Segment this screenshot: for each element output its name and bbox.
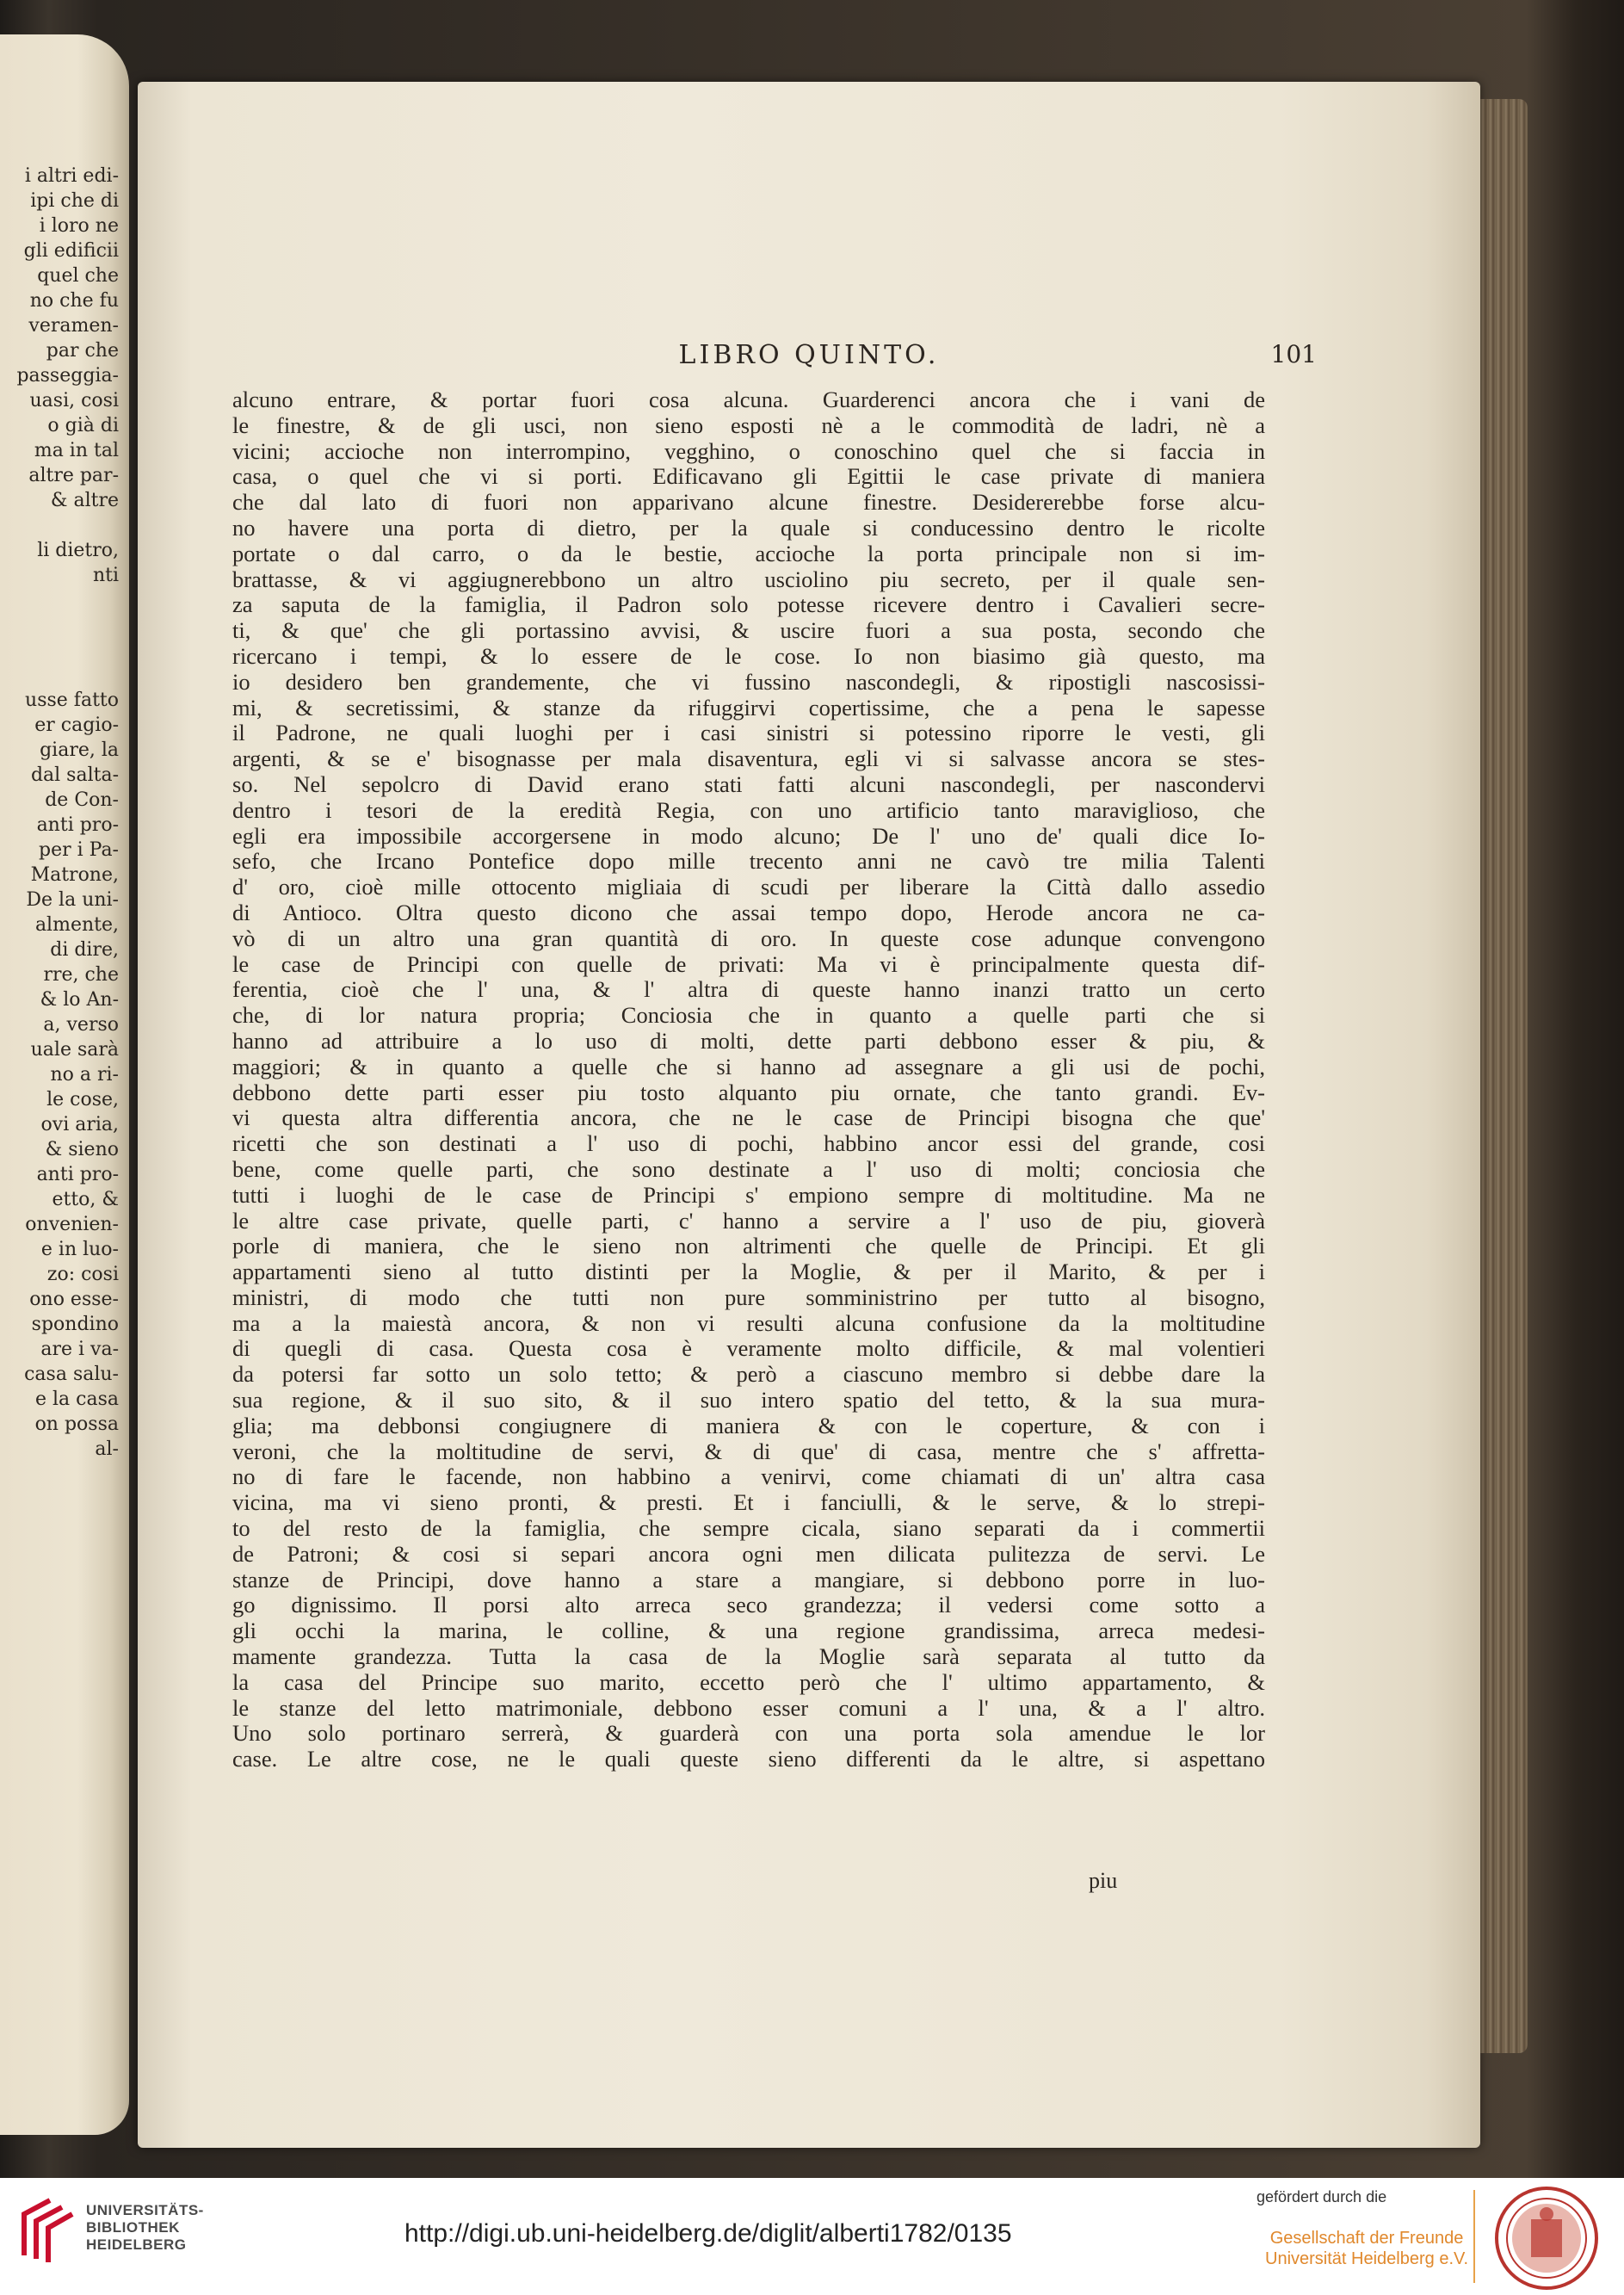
left-page-fragment: & lo An- xyxy=(40,989,119,1011)
text-line: Uno solo portinaro serrerà, & guarderà con una porta sola amendue le lor xyxy=(232,1720,1265,1747)
text-line: so. Nel sepolcro di David erano stati fatti alcuni nascondegli, per nascondervi xyxy=(232,770,1265,797)
left-page-fragment: giare, la xyxy=(40,739,119,761)
left-page-fragment: uasi, cosi xyxy=(29,390,119,411)
left-page-fragment: zo: cosi xyxy=(46,1264,119,1285)
book-edge xyxy=(1480,99,1528,2053)
left-page-fragment: no che fu xyxy=(29,290,119,312)
left-page-fragment: gli edificii xyxy=(23,240,119,262)
left-page-fragment: ono esse- xyxy=(29,1289,119,1310)
text-line: maggiori; & in quanto a quelle che si hanno ad assegnare a gli usi de pochi, xyxy=(232,1053,1265,1079)
page-number: 101 xyxy=(1270,340,1317,368)
left-page-fragment: De la uni- xyxy=(26,889,119,911)
left-page-fragment: onvenien- xyxy=(25,1214,119,1235)
left-page-fragment: altre par- xyxy=(28,465,119,486)
footer-bar xyxy=(0,2178,1624,2295)
left-page-fragment: per i Pa- xyxy=(38,839,119,861)
left-page-fragment: i altri edi- xyxy=(24,165,119,187)
left-page-fragment: al- xyxy=(95,1438,119,1460)
left-page-fragment: le cose, xyxy=(46,1089,119,1110)
left-page-fragment: uale sarà xyxy=(30,1039,119,1061)
left-page-fragment: spondino xyxy=(31,1314,119,1335)
left-page-fragment: are i va- xyxy=(40,1339,119,1360)
left-page-fragment: quel che xyxy=(37,265,119,287)
left-page-fragment: anti pro- xyxy=(36,1164,119,1185)
text-line: di quegli di casa. Questa cosa è veramente molto difficile, & mal volentieri xyxy=(232,1335,1265,1362)
library-name xyxy=(86,2202,204,2254)
society-name-line: Universität Heidelberg e.V. xyxy=(1265,2249,1469,2268)
left-page-edge xyxy=(0,34,129,2135)
left-page-fragment: casa salu- xyxy=(24,1364,119,1385)
text-line: vicini; accioche non interrompino, vegghino, o conoschino quel che si faccia in xyxy=(232,437,1265,464)
text-line: veroni, che la moltitudine de servi, & di que' di casa, mentre che s' affretta- xyxy=(232,1438,1265,1464)
left-page-fragment: passeggia- xyxy=(16,365,119,387)
text-line: egli era impossibile accorgersene in modo alcuno; De l' uno de' quali dice Io- xyxy=(232,822,1265,849)
text-line: ma a la maiestà ancora, & non vi resulti alcuna confusione da la moltitudine xyxy=(232,1309,1265,1336)
text-line: ricercano i tempi, & lo essere de le cose. Io non biasimo già questo, ma xyxy=(232,642,1265,669)
left-page-fragment: & altre xyxy=(50,490,119,511)
left-page-fragment: o già di xyxy=(47,415,119,436)
text-line: brattasse, & vi aggiugnerebbono un altro usciolino piu secreto, per il quale sen- xyxy=(232,566,1265,592)
text-line: argenti, & se e' bisognasse per mala disaventura, egli vi si salvasse ancora se stes- xyxy=(232,745,1265,772)
text-line: dentro i tesori de la eredità Regia, con uno artificio tanto maraviglioso, che xyxy=(232,796,1265,823)
left-page-fragment: di dire, xyxy=(50,939,119,961)
text-line: porle di maniera, che le sieno non altrimenti che quelle de Principi. Et gli xyxy=(232,1233,1265,1259)
text-line: vicina, ma vi sieno pronti, & presti. Et i fanciulli, & le serve, & lo strepi- xyxy=(232,1489,1265,1516)
university-seal-icon xyxy=(1493,2185,1600,2292)
left-page-fragment: de Con- xyxy=(45,789,119,811)
text-line: portate o dal carro, o da le bestie, accioche la porta principale non si im- xyxy=(232,540,1265,566)
text-line: za saputa de la famiglia, il Padron solo potesse ricevere dentro i Cavalieri secre- xyxy=(232,591,1265,618)
text-line: ferentia, cioè che l' una, & l' altra di queste hanno inanzi tratto un certo xyxy=(232,976,1265,1003)
left-page-fragment: a, verso xyxy=(43,1014,119,1036)
text-line: alcuno entrare, & portar fuori cosa alcuna. Guarderenci ancora che i vani de xyxy=(232,387,1265,412)
text-line: appartamenti sieno al tutto distinti per la Moglie, & per il Marito, & per i xyxy=(232,1259,1265,1285)
left-page-fragment: ma in tal xyxy=(34,440,119,461)
text-line: casa, o quel che vi si porti. Edificavano gli Egittii le case private di maniera xyxy=(232,463,1265,490)
left-page-fragment: etto, & xyxy=(52,1189,119,1210)
text-line: tutti i luoghi de le case de Principi s' empiono sempre di moltitudine. Ma ne xyxy=(232,1181,1265,1208)
text-line: mamente grandezza. Tutta la casa de la Moglie sarà separata al tutto da xyxy=(232,1643,1265,1670)
text-line: ti, & que' che gli portassino avvisi, & uscire fuori a sua posta, secondo che xyxy=(232,617,1265,644)
left-page-fragment: Matrone, xyxy=(30,864,119,886)
left-page-fragment: er cagio- xyxy=(34,714,119,736)
society-name xyxy=(1265,2228,1468,2269)
text-line: sua regione, & il suo sito, & il suo intero spatio del tetto, & la sua mura- xyxy=(232,1387,1265,1413)
text-line: io desidero ben grandemente, che vi fussino nascondegli, & ripostigli nascosissi- xyxy=(232,668,1265,695)
text-line: no di fare le facende, non habbino a venirvi, come chiamati di un' altra casa xyxy=(232,1463,1265,1490)
text-line: to del resto de la famiglia, che sempre cicala, siano separati da i commertii xyxy=(232,1515,1265,1542)
text-line: hanno ad attribuire a lo uso di molti, dette parti debbono esser & piu, & xyxy=(232,1027,1265,1054)
funded-by-label: gefördert durch die xyxy=(1257,2188,1387,2205)
library-name-line: UNIVERSITÄTS- xyxy=(86,2202,204,2218)
left-page-fragment: usse fatto xyxy=(25,690,119,711)
left-page-fragment: no a ri- xyxy=(50,1064,119,1086)
text-line: mi, & secretissimi, & stanze da rifuggirvi copertissime, che a pena le sapesse xyxy=(232,694,1265,721)
left-page-fragment: ovi aria, xyxy=(40,1114,119,1135)
text-line: le stanze del letto matrimoniale, debbono esser comuni a l' una, & a l' altro. xyxy=(232,1694,1265,1721)
footer-divider xyxy=(1473,2190,1475,2283)
text-line: stanze de Principi, dove hanno a stare a mangiare, si debbono porre in luo- xyxy=(232,1566,1265,1593)
catchword: piu xyxy=(1089,1868,1118,1893)
text-line: da potersi far sotto un solo tetto; & però a ciascuno membro si debbe dare la xyxy=(232,1361,1265,1388)
body-text xyxy=(232,387,1265,1772)
text-line: di Antioco. Oltra questo dicono che assai tempo dopo, Herode ancora ne ca- xyxy=(232,899,1265,925)
left-page-fragment: e in luo- xyxy=(40,1239,119,1260)
book-page xyxy=(138,82,1480,2148)
running-head-title: LIBRO QUINTO. xyxy=(678,340,940,370)
library-name-line: BIBLIOTHEK xyxy=(86,2219,180,2236)
text-line: le finestre, & de gli usci, non sieno esposti nè a le commodità de ladri, nè a xyxy=(232,411,1265,438)
left-page-fragment: almente, xyxy=(34,914,119,936)
left-page-fragment: on possa xyxy=(34,1413,119,1435)
text-line: ricetti che son destinati a l' uso di pochi, habbino ancor essi del grande, cosi xyxy=(232,1130,1265,1157)
left-page-fragment: ipi che di xyxy=(30,190,119,212)
text-line: il Padrone, ne quali luoghi per i casi sinistri si potessino riporre le vesti, gli xyxy=(232,720,1265,746)
text-line: debbono dette parti esser piu tosto alquanto piu ornate, che tanto grandi. Ev- xyxy=(232,1079,1265,1105)
text-line: ministri, di modo che tutti non pure somministrino per tutto al bisogno, xyxy=(232,1284,1265,1310)
left-page-fragment: e la casa xyxy=(34,1389,119,1410)
text-line: no havere una porta di dietro, per la quale si conducessino dentro le ricolte xyxy=(232,514,1265,541)
text-line: vi questa altra differentia ancora, che ne le case de Principi bisogna che que' xyxy=(232,1104,1265,1131)
left-page-fragment: anti pro- xyxy=(36,814,119,836)
left-page-fragment: dal salta- xyxy=(30,764,119,786)
text-line: che, di lor natura propria; Conciosia che in quanto a quelle parti che si xyxy=(232,1002,1265,1029)
text-line: che dal lato di fuori non apparivano alcune finestre. Desidererebbe forse alcu- xyxy=(232,489,1265,516)
ub-logo-icon xyxy=(15,2195,76,2264)
left-page-fragment: rre, che xyxy=(43,964,119,986)
left-page-fragment: i loro ne xyxy=(39,215,119,237)
left-page-fragment: veramen- xyxy=(28,315,119,337)
left-page-fragment: nti xyxy=(92,565,119,586)
text-line: d' oro, cioè mille ottocento migliaia di scudi per liberare la Città dallo assedio xyxy=(232,874,1265,900)
permalink-url[interactable]: http://digi.ub.uni-heidelberg.de/diglit/alberti1782/0135 xyxy=(404,2219,1012,2248)
text-line: case. Le altre cose, ne le quali queste sieno differenti da le altre, si aspettano xyxy=(232,1746,1265,1772)
text-line: bene, come quelle parti, che sono destinate a l' uso di molti; conciosia che xyxy=(232,1155,1265,1182)
left-page-fragment: par che xyxy=(46,340,119,362)
text-line: go dignissimo. Il porsi alto arreca seco grandezza; il vedersi come sotto a xyxy=(232,1592,1265,1618)
left-page-fragment: & sieno xyxy=(45,1139,119,1160)
text-line: glia; ma debbonsi congiugnere di maniera & con le coperture, & con i xyxy=(232,1412,1265,1438)
text-line: gli occhi la marina, le colline, & una regione grandissima, arreca medesi- xyxy=(232,1618,1265,1644)
left-page-fragment: li dietro, xyxy=(37,540,119,561)
text-line: sefo, che Ircano Pontefice dopo mille trecento anni ne cavò tre milia Talenti xyxy=(232,848,1265,875)
text-line: la casa del Principe suo marito, eccetto però che l' ultimo appartamento, & xyxy=(232,1668,1265,1695)
running-head xyxy=(138,340,1480,383)
society-name-line: Gesellschaft der Freunde xyxy=(1269,2229,1464,2248)
text-line: vò di un altro una gran quantità di oro. In queste cose adunque convengono xyxy=(232,925,1265,951)
text-line: de Patroni; & cosi si separi ancora ogni men dilicata pulitezza de servi. Le xyxy=(232,1540,1265,1567)
library-name-line: HEIDELBERG xyxy=(86,2236,187,2253)
text-line: le case de Principi con quelle de privati: Ma vi è principalmente questa dif- xyxy=(232,950,1265,977)
text-line: le altre case private, quelle parti, c' hanno a servire a l' uso de piu, gioverà xyxy=(232,1207,1265,1234)
